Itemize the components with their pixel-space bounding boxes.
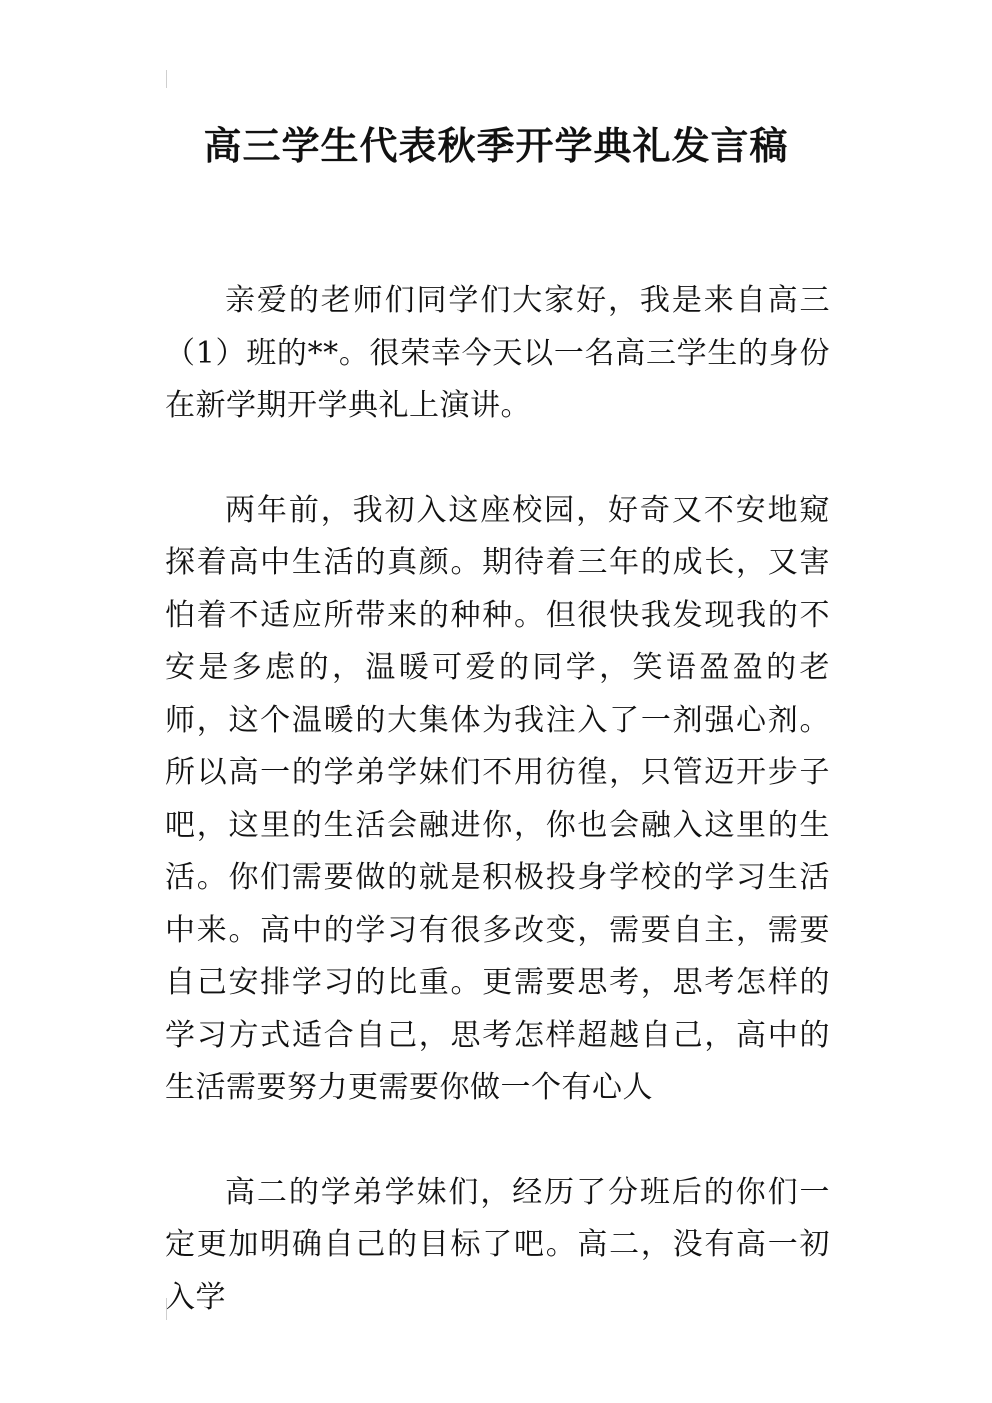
paragraph-two-years-ago: 两年前，我初入这座校园，好奇又不安地窥探着高中生活的真颜。期待着三年的成长，又害怕着不适应所带来的种种。但很快我发现我的不安是多虑的，温暖可爱的同学，笑语盈盈的老师，这个温暖的大集体为我注入了一剂强心剂。所以高一的学弟学妹们不用彷徨，只管迈开步子吧，这里的生活会融进你，你也会融入这里的生活。你们需要做的就是积极投身学校的学习生活中来。高中的学习有很多改变，需要自主，需要自己安排学习的比重。更需要思考，思考怎样的学习方式适合自己，思考怎样超越自己，高中的生活需要努力更需要你做一个有心人	[165, 492, 830, 1105]
page-corner-mark-top	[166, 70, 167, 88]
document-title: 高三学生代表秋季开学典礼发言稿	[203, 124, 789, 168]
document-body	[165, 275, 830, 1376]
paragraph-greeting: 亲爱的老师们同学们大家好，我是来自高三（1）班的**。很荣幸今天以一名高三学生的身份在新学期开学典礼上演讲。	[165, 283, 830, 423]
paragraph-grade-two: 高二的学弟学妹们，经历了分班后的你们一定更加明确自己的目标了吧。高二，没有高一初入学	[165, 1174, 830, 1315]
page-corner-mark-bottom	[166, 1298, 167, 1320]
